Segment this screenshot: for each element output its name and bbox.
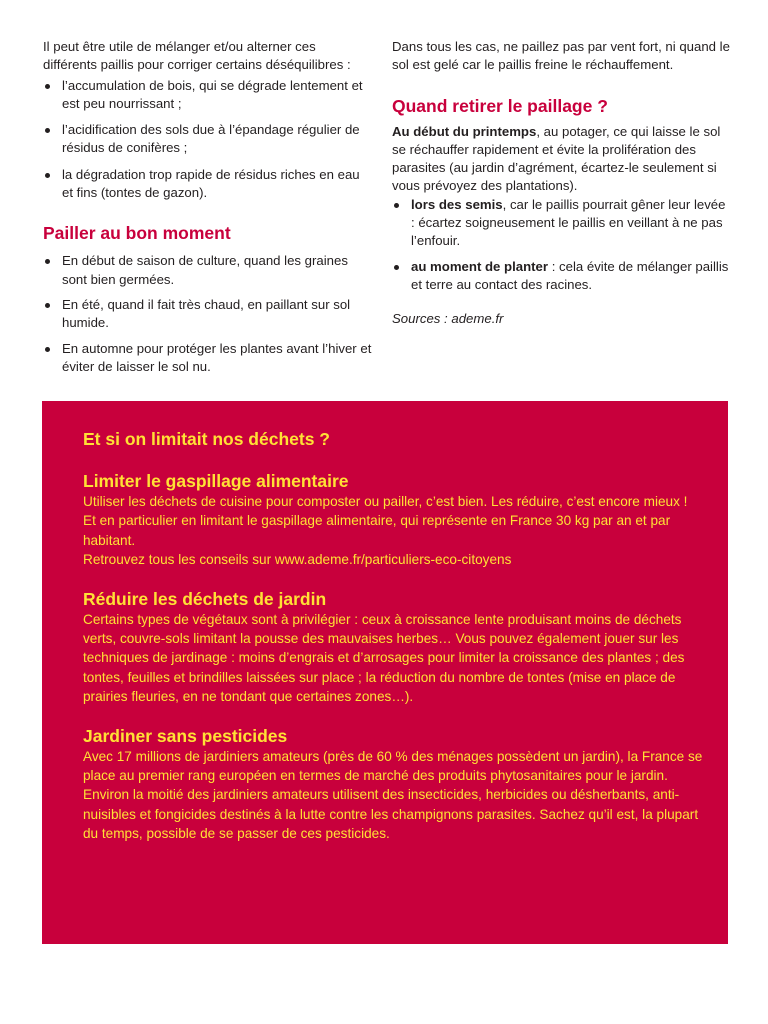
left-column: [43, 38, 373, 376]
item-text: , car le paillis pourrait gêner leur levée : écartez soigneusement le paillis en veillant à ne pas l’enfouir.: [411, 196, 726, 249]
section-heading-pailler: Pailler au bon moment: [43, 223, 231, 244]
removal-list: [392, 196, 732, 294]
imbalance-list: [43, 77, 373, 203]
list-item: En automne pour protéger les plantes avant l’hiver et éviter de laisser le sol nu.: [43, 340, 373, 377]
sources-text: Sources : ademe.fr: [392, 311, 504, 327]
box-content: [83, 428, 703, 844]
bold-lead: lors des semis: [411, 196, 503, 212]
list-item: la dégradation trop rapide de résidus riches en eau et fins (tontes de gazon).: [43, 166, 373, 203]
section-title-gaspillage: Limiter le gaspillage alimentaire: [83, 471, 349, 491]
list-item: l’accumulation de bois, qui se dégrade lentement et est peu nourrissant ;: [43, 77, 373, 114]
waste-reduction-box: [42, 401, 728, 944]
section-body: Certains types de végétaux sont à privilégier : ceux à croissance lente produisant moins de déchets verts, couvre-sols limitant la pousse des mauvaises herbes… Vous pouvez également jouer sur les techniques de jardinage : moins d’engrais et d’arrosages pour limiter la croissance des plantes ; des tontes, feuilles et brindilles laissées sur place ; la réduction du nombre de tontes (mise en place de prairies fleuries, en ne tondant que certaines zones…).: [83, 611, 685, 705]
paragraph-text: , au potager, ce qui laisse le sol se réchauffer rapidement et évite la prolifération des parasites (au jardin d’agrément, écartez-le seulement si vous prévoyez des plantations).: [392, 123, 721, 194]
list-item: l’acidification des sols due à l’épandage régulier de résidus de conifères ;: [43, 121, 373, 158]
section-title-pesticides: Jardiner sans pesticides: [83, 725, 288, 746]
timing-list: [43, 252, 373, 376]
list-item: En été, quand il fait très chaud, en paillant sur sol humide.: [43, 296, 373, 333]
intro-paragraph: Dans tous les cas, ne paillez pas par vent fort, ni quand le sol est gelé car le paillis freine le réchauffement.: [392, 39, 730, 73]
bold-lead: au moment de planter: [411, 258, 549, 274]
ademe-link-text: Retrouvez tous les conseils sur www.ademe.fr/particuliers-eco-citoyens: [83, 552, 512, 568]
item-text: : cela évite de mélanger paillis et terre au contact des racines.: [411, 258, 729, 292]
section-heading-retirer: Quand retirer le paillage ?: [392, 95, 608, 116]
box-title: Et si on limitait nos déchets ?: [83, 429, 330, 449]
section-title-dechets-jardin: Réduire les déchets de jardin: [83, 588, 327, 609]
spring-paragraph: [392, 123, 732, 196]
list-item: [392, 258, 732, 295]
list-item: En début de saison de culture, quand les graines sont bien germées.: [43, 252, 373, 289]
list-item: [392, 196, 732, 251]
intro-paragraph: Il peut être utile de mélanger et/ou alterner ces différents paillis pour corriger certains déséquilibres :: [43, 39, 351, 73]
right-column: [392, 38, 732, 329]
bold-lead: Au début du printemps: [392, 123, 537, 139]
section-body: Utiliser les déchets de cuisine pour composter ou pailler, c’est bien. Les réduire, c’est encore mieux ! Et en particulier en limitant le gaspillage alimentaire, qui représente en France 30 kg par an et par habitant.: [83, 494, 688, 548]
section-body: Avec 17 millions de jardiniers amateurs (près de 60 % des ménages possèdent un jardin), la France se place au premier rang européen en termes de marché des produits phytosanitaires pour le jardin. Environ la moitié des jardiniers amateurs utilisent des insecticides, herbicides ou désherbants, anti-nuisibles et fongicides destinés à la lutte contre les champignons parasites. Sachez qu’il est, la plupart du temps, possible de se passer de ces pesticides.: [83, 748, 703, 842]
sources-note: [392, 310, 732, 328]
